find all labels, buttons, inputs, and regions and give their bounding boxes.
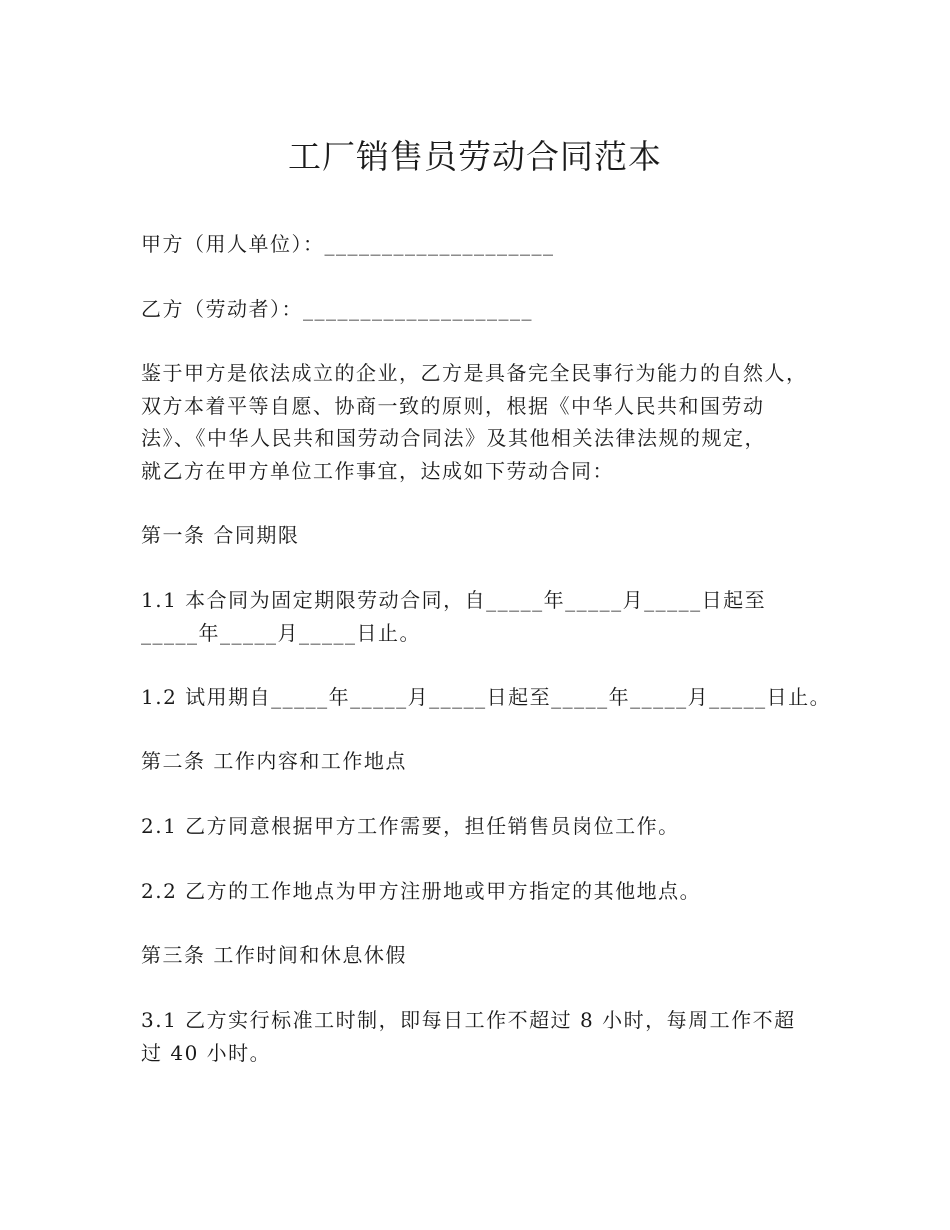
clause-3-1-line-2: 过 40 小时。 <box>141 1041 272 1065</box>
clause-1-2: 1.2 试用期自_____年_____月_____日起至_____年_____月_____日止。 <box>141 685 832 709</box>
preamble-line-2: 双方本着平等自愿、协商一致的原则，根据《中华人民共和国劳动 <box>141 394 765 418</box>
clause-2-1: 2.1 乙方同意根据甲方工作需要，担任销售员岗位工作。 <box>141 814 680 838</box>
preamble-line-4: 就乙方在甲方单位工作事宜，达成如下劳动合同： <box>141 459 614 483</box>
article-3-heading: 第三条 工作时间和休息休假 <box>141 943 407 967</box>
clause-3-1-line-1: 3.1 乙方实行标准工时制，即每日工作不超过 8 小时，每周工作不超 <box>141 1008 796 1032</box>
article-2-heading: 第二条 工作内容和工作地点 <box>141 749 407 773</box>
article-1-heading: 第一条 合同期限 <box>141 523 300 547</box>
clause-2-2: 2.2 乙方的工作地点为甲方注册地或甲方指定的其他地点。 <box>141 879 702 903</box>
party-b-line: 乙方（劳动者）：____________________ <box>141 297 533 321</box>
document-title: 工厂销售员劳动合同范本 <box>288 137 662 176</box>
clause-1-1-line-2: _____年_____月_____日止。 <box>141 621 421 645</box>
clause-1-1-line-1: 1.1 本合同为固定期限劳动合同，自_____年_____月_____日起至 <box>141 588 767 612</box>
preamble-line-3: 法》、《中华人民共和国劳动合同法》及其他相关法律法规的规定， <box>141 426 766 450</box>
party-a-line: 甲方（用人单位）：____________________ <box>141 232 555 256</box>
preamble-line-1: 鉴于甲方是依法成立的企业，乙方是具备完全民事行为能力的自然人， <box>141 361 808 385</box>
